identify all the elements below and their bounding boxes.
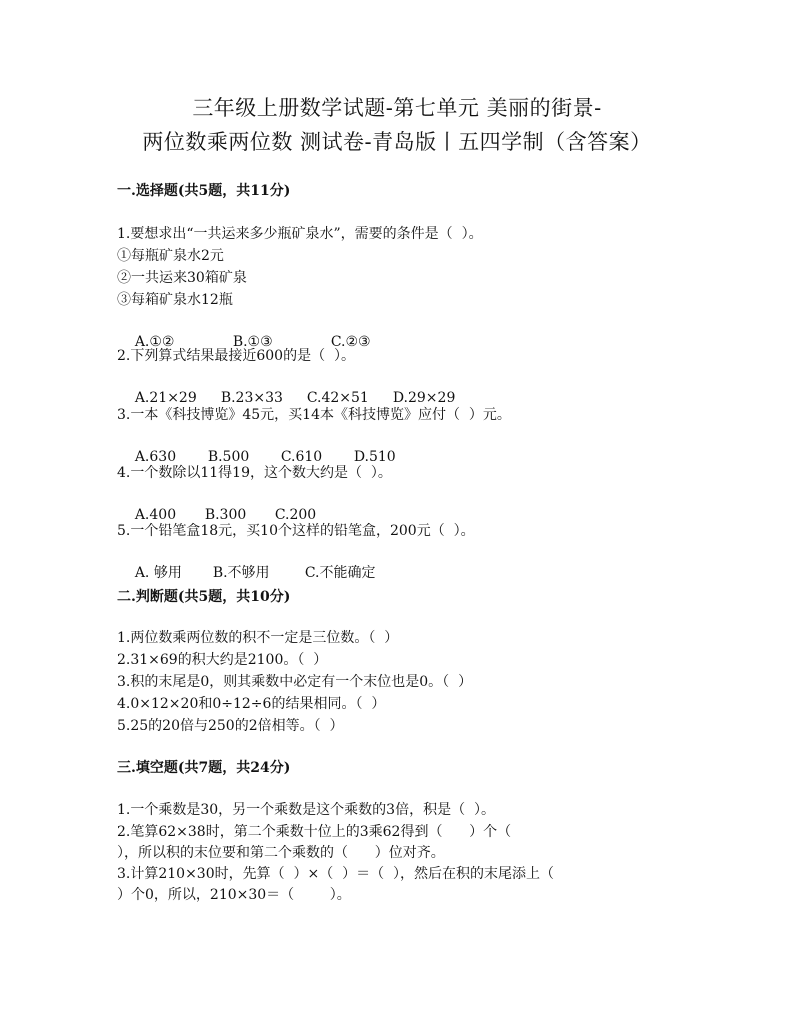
- option: C.610: [280, 449, 323, 465]
- page-title-line-2: 两位数乘两位数 测试卷-青岛版丨五四学制（含答案）: [142, 130, 652, 154]
- section-heading-judge: 二.判断题(共5题，共10分): [117, 589, 291, 605]
- fill-item: ）个0，所以，210×30＝（ ）。: [117, 887, 351, 903]
- option: D.29×29: [392, 390, 456, 406]
- option: B.不够用: [212, 565, 270, 581]
- option: C.42×51: [306, 390, 369, 406]
- judge-item: 5.25的20倍与250的2倍相等。（ ）: [117, 718, 344, 734]
- option: A. 够用: [134, 565, 182, 581]
- judge-item: 4.0×12×20和0÷12÷6的结果相同。（ ）: [117, 696, 386, 712]
- option: B.①③: [232, 334, 273, 350]
- option: B.300: [204, 507, 247, 523]
- option: D.510: [353, 449, 396, 465]
- option: A.①②: [134, 334, 175, 350]
- question-stem: 5.一个铅笔盒18元，买10个这样的铅笔盒，200元（ ）。: [117, 523, 475, 539]
- fill-item: 1.一个乘数是30，另一个乘数是这个乘数的3倍，积是（ ）。: [117, 802, 495, 818]
- section-heading-fill: 三.填空题(共7题，共24分): [117, 760, 291, 776]
- question-condition: ③每箱矿泉水12瓶: [117, 292, 233, 308]
- question-stem: 4.一个数除以11得19，这个数大约是（ ）。: [117, 465, 392, 481]
- option: C.不能确定: [304, 565, 376, 581]
- option: C.②③: [330, 334, 371, 350]
- judge-item: 1.两位数乘两位数的积不一定是三位数。（ ）: [117, 630, 399, 646]
- judge-item: 3.积的末尾是0，则其乘数中必定有一个末位也是0。（ ）: [117, 674, 473, 690]
- question-stem: 1.要想求出“一共运来多少瓶矿泉水”，需要的条件是（ ）。: [117, 226, 483, 242]
- section-heading-choice: 一.选择题(共5题，共11分): [117, 183, 291, 199]
- fill-item: ），所以积的末位要和第二个乘数的（ ）位对齐。: [117, 845, 445, 861]
- option: A.630: [134, 449, 177, 465]
- question-condition: ①每瓶矿泉水2元: [117, 248, 224, 264]
- option: C.200: [274, 507, 317, 523]
- fill-item: 3.计算210×30时，先算（ ）×（ ）＝（ ），然后在积的末尾添上（: [117, 866, 555, 882]
- option: B.23×33: [220, 390, 283, 406]
- judge-item: 2.31×69的积大约是2100。（ ）: [117, 652, 328, 668]
- question-condition: ②一共运来30箱矿泉: [117, 270, 247, 286]
- page-title-line-1: 三年级上册数学试题-第七单元 美丽的街景-: [192, 96, 602, 120]
- option: B.500: [207, 449, 250, 465]
- fill-item: 2.笔算62×38时，第二个乘数十位上的3乘62得到（ ）个（: [117, 824, 512, 840]
- option: A.21×29: [134, 390, 197, 406]
- question-stem: 2.下列算式结果最接近600的是（ ）。: [117, 348, 355, 364]
- question-stem: 3.一本《科技博览》45元，买14本《科技博览》应付（ ）元。: [117, 407, 511, 423]
- option: A.400: [134, 507, 177, 523]
